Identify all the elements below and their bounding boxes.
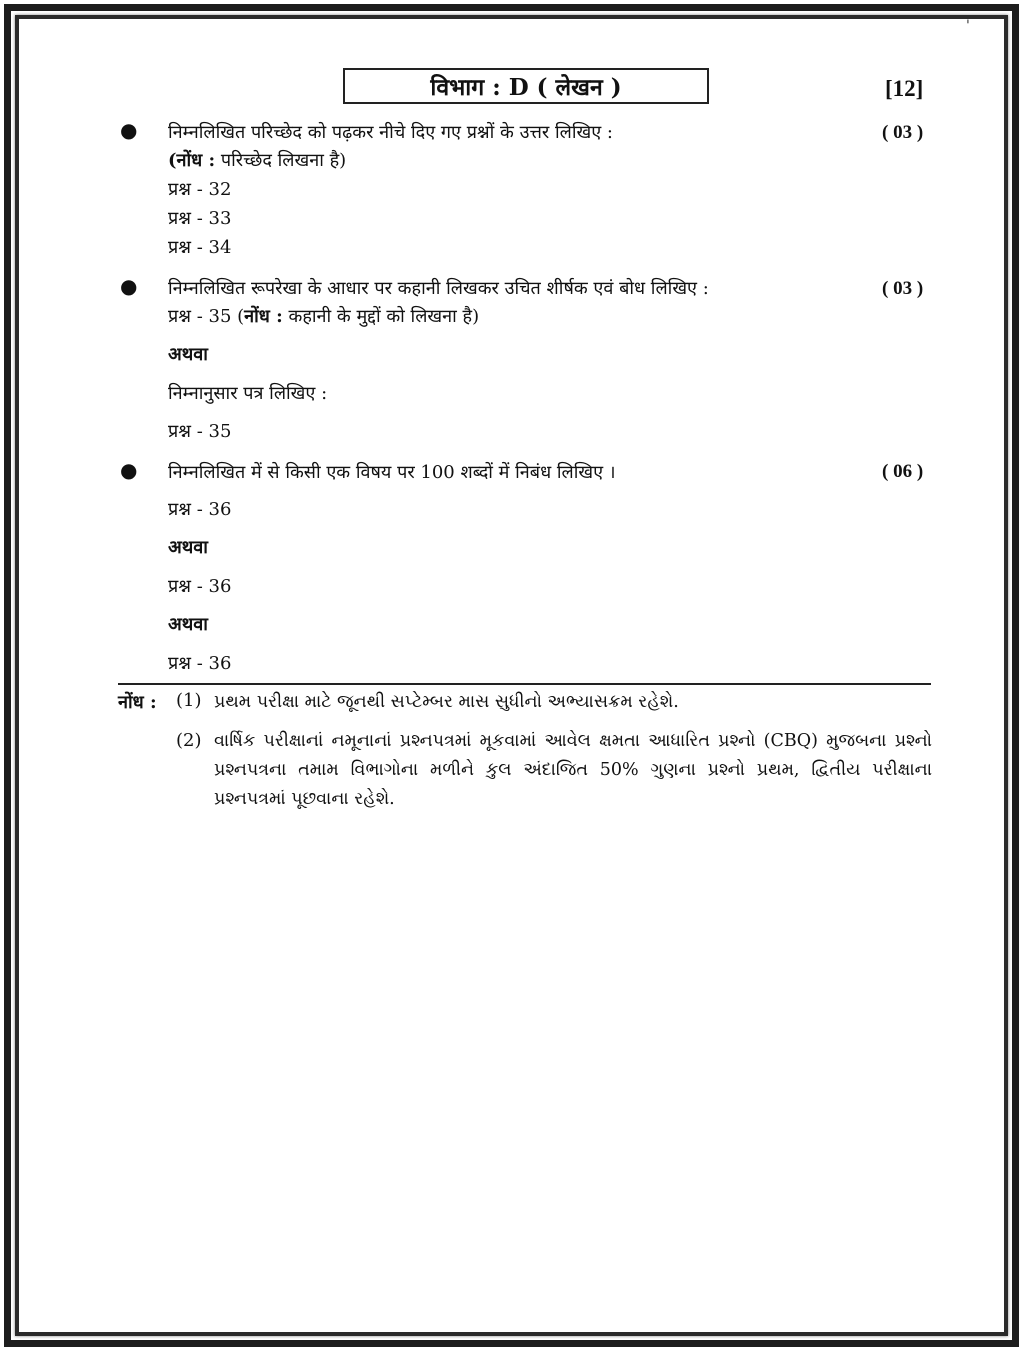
q2-note-text: कहानी के मुद्दों को लिखना है): [282, 306, 480, 327]
notes-label: नोंध :: [118, 692, 157, 713]
note-2-number: (2): [176, 730, 202, 751]
note-1-text: પ્રથમ પરીક્ષા માટે જૂનથી સપ્ટેમ્બર માસ સુધીનો અભ્યાસક્રમ રહેશે.: [214, 692, 679, 712]
inner-border: [15, 15, 1008, 1336]
q3-item-1: प्रश्न - 36: [168, 499, 232, 520]
q1-instruction: निम्नलिखित परिच्छेद को पढ़कर नीचे दिए गए प्रश्नों के उत्तर लिखिए :: [168, 122, 613, 143]
q3-instruction: निम्नलिखित में से किसी एक विषय पर 100 शब्दों में निबंध लिखिए ।: [168, 462, 616, 483]
q3-item-2: प्रश्न - 36: [168, 576, 232, 597]
q2-marks: ( 03 ): [882, 278, 924, 299]
bullet-icon: ●: [120, 274, 138, 298]
q1-marks: ( 03 ): [882, 122, 924, 143]
q2-item-prefix: प्रश्न - 35 (: [168, 306, 245, 327]
q2-or: अथवा: [168, 344, 208, 365]
note-2-text: વાર્ષિક પરીક્ષાનાં નમૂનાનાં પ્રશ્નપત્રમાં મૂકવામાં આવેલ ક્ષમતા આધારિત પ્રશ્નો (CBQ) મુજબના પ્રશ્નો પ્રશ્નપત્રના તમામ વિભાગોના મળીને કુલ અંદાજિત 50% ગુણના પ્રશ્નો પ્રથમ, દ્વિતીય પરીક્ષાના પ્રશ્નપત્રમાં પૂછવાના રહેશે.: [214, 731, 932, 809]
q2-letter-item: प्रश्न - 35: [168, 421, 232, 442]
q3-marks: ( 06 ): [882, 461, 924, 482]
bullet-icon: ●: [120, 458, 138, 482]
bullet-icon: ●: [120, 118, 138, 142]
q1-item-33: प्रश्न - 33: [168, 208, 232, 229]
q1-item-32: प्रश्न - 32: [168, 179, 232, 200]
q3-item-3: प्रश्न - 36: [168, 653, 232, 674]
q2-note-label: नोंध :: [244, 306, 283, 327]
q1-note-text: परिच्छेद लिखना है): [215, 150, 347, 171]
q2-item-35: [168, 304, 479, 328]
q3-or-2: अथवा: [168, 614, 208, 635]
section-marks: [12]: [885, 76, 924, 101]
q1-note: [168, 148, 346, 172]
q2-letter-instruction: निम्नानुसार पत्र लिखिए :: [168, 383, 328, 404]
scan-mark: ': [966, 18, 970, 34]
q2-instruction: निम्नलिखित रूपरेखा के आधार पर कहानी लिखकर उचित शीर्षक एवं बोध लिखिए :: [168, 278, 709, 299]
section-title: विभाग : D ( लेखन ): [343, 68, 709, 104]
q1-note-label: (नोंध :: [168, 150, 216, 171]
divider: [118, 683, 931, 685]
q3-or-1: अथवा: [168, 537, 208, 558]
note-1-number: (1): [176, 690, 202, 711]
q1-item-34: प्रश्न - 34: [168, 237, 232, 258]
